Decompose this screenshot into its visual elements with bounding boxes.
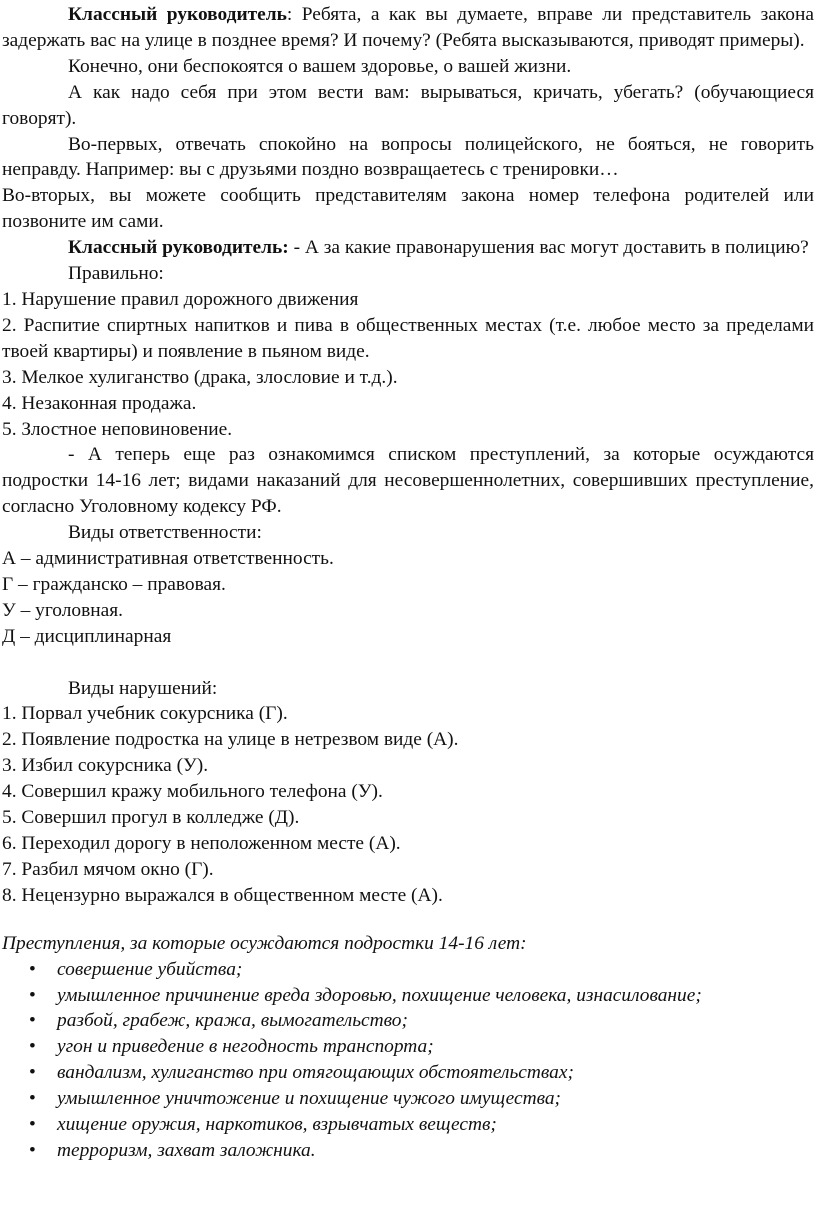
list-item: Д – дисциплинарная [2,625,172,647]
violations-heading: Виды нарушений: [68,677,218,699]
list-item: • умышленное причинение вреда здоровью, похищение человека, изнасилование; [2,983,814,1009]
list-item: 1. Нарушение правил дорожного движения [2,288,359,310]
list-item: Г – гражданско – правовая. [2,573,226,595]
list-item: У – уголовная. [2,599,124,621]
paragraph-text: - А за какие правонарушения вас могут доставить в полицию? [288,237,809,259]
list-item: 5. Совершил прогул в колледже (Д). [2,807,300,829]
list-item: • терроризм, захват заложника. [2,1138,814,1164]
paragraph-teacher-question [2,2,814,54]
crimes-heading: Преступления, за которые осуждаются подростки 14-16 лет: [2,932,527,954]
speaker-label: Классный руководитель [68,4,287,25]
paragraph-firstly: Во-первых, отвечать спокойно на вопросы полицейского, не бояться, не говорить неправду. Например: вы с друзьями поздно возвращаетесь с тренировки… [2,133,814,181]
list-item: 1. Порвал учебник сокурсника (Г). [2,703,288,725]
list-item: • разбой, грабеж, кража, вымогательство; [2,1008,814,1034]
list-item: 5. Злостное неповиновение. [2,418,233,440]
violations-list [2,701,814,908]
list-item: • угон и приведение в негодность транспорта; [2,1034,814,1060]
list-item: 7. Разбил мячом окно (Г). [2,858,214,880]
paragraph-correct: Правильно: [68,263,164,285]
crimes-list [2,957,814,1164]
bullet-icon: • [29,958,36,980]
speaker-label: Классный руководитель: [68,237,289,259]
responsibility-list [2,546,814,650]
bullet-icon: • [29,984,36,1006]
list-item: 8. Нецензурно выражался в общественном месте (А). [2,884,443,906]
offenses-list [2,287,814,442]
paragraph-text: : Ребята, а как вы думаете, вправе ли представитель закона задержать вас на улице в позднее время? И почему? (Ребята высказываются, приводят примеры). [2,4,814,51]
list-item: • хищение оружия, наркотиков, взрывчатых веществ; [2,1112,814,1138]
paragraph-concern: Конечно, они беспокоятся о вашем здоровье, о вашей жизни. [68,55,572,77]
list-item: • совершение убийства; [2,957,814,983]
list-item: 2. Распитие спиртных напитков и пива в общественных местах (т.е. любое место за пределами твоей квартиры) и появление в пьяном виде. [2,314,814,362]
list-item: • вандализм, хулиганство при отягощающих обстоятельствах; [2,1060,814,1086]
list-item: 6. Переходил дорогу в неположенном месте (А). [2,832,401,854]
responsibility-heading: Виды ответственности: [68,522,262,544]
bullet-icon: • [29,1139,36,1161]
paragraph-crimes-intro: - А теперь еще раз ознакомимся списком преступлений, за которые осуждаются подростки 14-16 лет; видами наказаний для несовершеннолетних, совершивших преступление, согласно Уголовному кодексу РФ. [2,444,814,518]
list-item: А – административная ответственность. [2,548,334,570]
list-item: 2. Появление подростка на улице в нетрезвом виде (А). [2,729,459,751]
bullet-icon: • [29,1114,36,1136]
list-item: 4. Совершил кражу мобильного телефона (У). [2,781,383,803]
list-item: 3. Избил сокурсника (У). [2,755,209,777]
blank-line [2,650,814,676]
bullet-icon: • [29,1062,36,1084]
paragraph-secondly: Во-вторых, вы можете сообщить представителям закона номер телефона родителей или позвоните им сами. [2,185,814,233]
blank-line [2,909,814,931]
bullet-icon: • [29,1088,36,1110]
paragraph-teacher-offenses-question [2,235,814,261]
list-item: 4. Незаконная продажа. [2,392,197,414]
paragraph-behavior-question: А как надо себя при этом вести вам: вырываться, кричать, убегать? (обучающиеся говорят). [2,81,814,129]
bullet-icon: • [29,1036,36,1058]
list-item: 3. Мелкое хулиганство (драка, злословие и т.д.). [2,366,398,388]
list-item: • умышленное уничтожение и похищение чужого имущества; [2,1086,814,1112]
bullet-icon: • [29,1010,36,1032]
